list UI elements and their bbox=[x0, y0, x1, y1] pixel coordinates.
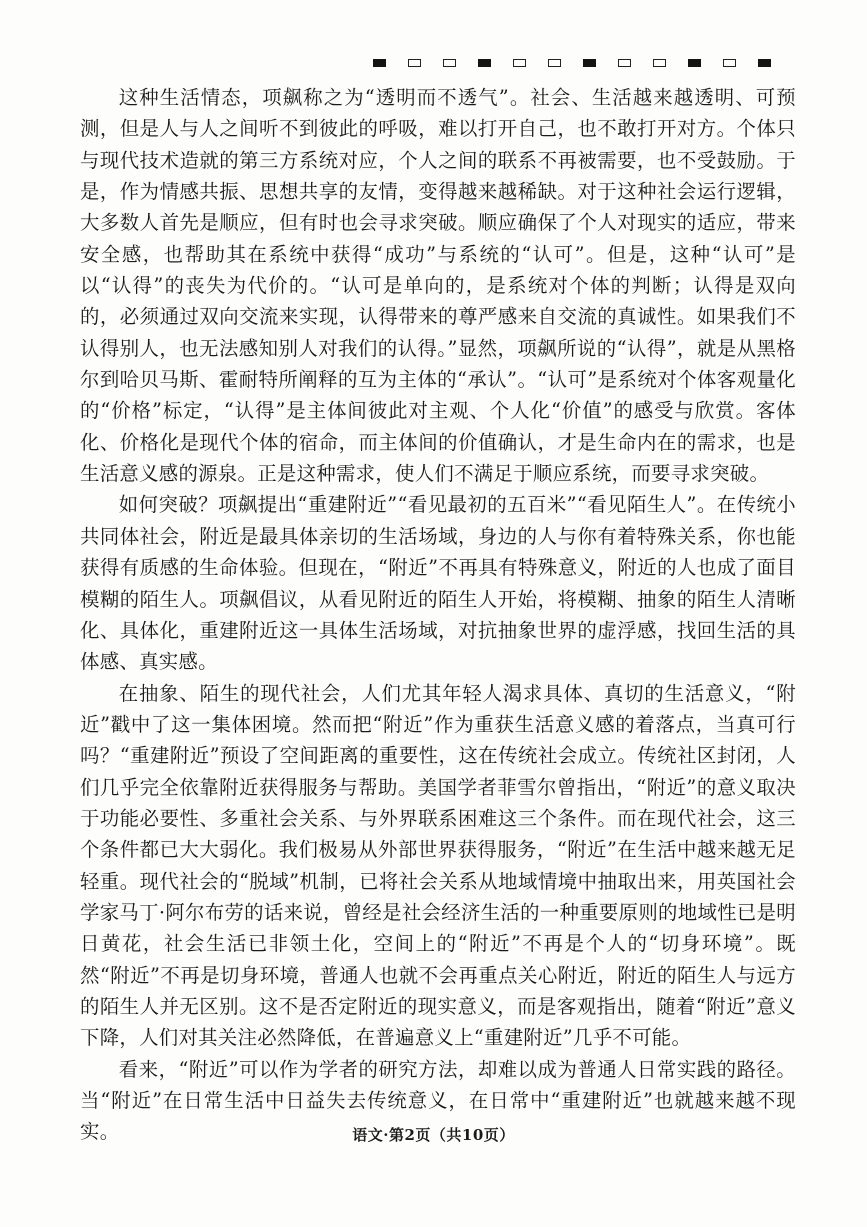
header-mark bbox=[513, 59, 526, 67]
header-mark bbox=[653, 59, 666, 67]
article-body bbox=[80, 82, 796, 1148]
header-mark bbox=[758, 59, 771, 67]
paragraph-2: 如何突破？项飙提出“重建附近”“看见最初的五百米”“看见陌生人”。在传统小共同体社会，附近是最具体亲切的生活场域，身边的人与你有着特殊关系，你也能获得有质感的生命体验。但现在，“附近”不再具有特殊意义，附近的人也成了面目模糊的陌生人。项飙倡议，从看见附近的陌生人开始，将模糊、抽象的陌生人清晰化、具体化，重建附近这一具体生活场域，对抗抽象世界的虚浮感，找回生活的具体感、真实感。 bbox=[80, 493, 796, 674]
paragraph-3: 在抽象、陌生的现代社会，人们尤其年轻人渴求具体、真切的生活意义，“附近”戳中了这一集体困境。然而把“附近”作为重获生活意义感的着落点，当真可行吗？“重建附近”预设了空间距离的重要性，这在传统社会成立。传统社区封闭，人们几乎完全依靠附近获得服务与帮助。美国学者菲雪尔曾指出，“附近”的意义取决于功能必要性、多重社会关系、与外界联系困难这三个条件。而在现代社会，这三个条件都已大大弱化。我们极易从外部世界获得服务，“附近”在生活中越来越无足轻重。现代社会的“脱域”机制，已将社会关系从地域情境中抽取出来，用英国社会学家马丁·阿尔布劳的话来说，曾经是社会经济生活的一种重要原则的地域性已是明日黄花，社会生活已非领土化，空间上的“附近”不再是个人的“切身环境”。既然“附近”不再是切身环境，普通人也就不会再重点关心附近，附近的陌生人与远方的陌生人并无区别。这不是否定附近的现实意义，而是客观指出，随着“附近”意义下降，人们对其关注必然降低，在普遍意义上“重建附近”几乎不可能。 bbox=[80, 681, 796, 1050]
page-footer: 语文·第2页（共10页） bbox=[352, 1126, 515, 1144]
header-mark bbox=[408, 59, 421, 67]
header-mark bbox=[548, 59, 561, 67]
header-mark bbox=[478, 59, 491, 67]
header-mark bbox=[723, 59, 736, 67]
paragraph-4: 看来，“附近”可以作为学者的研究方法，却难以成为普通人日常实践的路径。当“附近”在日常生活中日益失去传统意义，在日常中“重建附近”也就越来越不现实。 bbox=[80, 1057, 796, 1144]
header-mark bbox=[373, 59, 386, 67]
header-mark bbox=[688, 59, 701, 67]
header-mark bbox=[618, 59, 631, 67]
header-mark bbox=[443, 59, 456, 67]
header-marks bbox=[373, 56, 793, 70]
paragraph-1: 这种生活情态，项飙称之为“透明而不透气”。社会、生活越来越透明、可预测，但是人与人之间听不到彼此的呼吸，难以打开自己，也不敢打开对方。个体只与现代技术造就的第三方系统对应，个人之间的联系不再被需要，也不受鼓励。于是，作为情感共振、思想共享的友情，变得越来越稀缺。对于这种社会运行逻辑，大多数人首先是顺应，但有时也会寻求突破。顺应确保了个人对现实的适应，带来安全感，也帮助其在系统中获得“成功”与系统的“认可”。但是，这种“认可”是以“认得”的丧失为代价的。“认可是单向的，是系统对个体的判断；认得是双向的，必须通过双向交流来实现，认得带来的尊严感来自交流的真诚性。如果我们不认得别人，也无法感知别人对我们的认得。”显然，项飙所说的“认得”，就是从黑格尔到哈贝马斯、霍耐特所阐释的互为主体的“承认”。“认可”是系统对个体客观量化的“价格”标定，“认得”是主体间彼此对主观、个人化“价值”的感受与欣赏。客体化、价格化是现代个体的宿命，而主体间的价值确认，才是生命内在的需求，也是生活意义感的源泉。正是这种需求，使人们不满足于顺应系统，而要寻求突破。 bbox=[80, 86, 796, 486]
header-mark bbox=[583, 59, 596, 67]
